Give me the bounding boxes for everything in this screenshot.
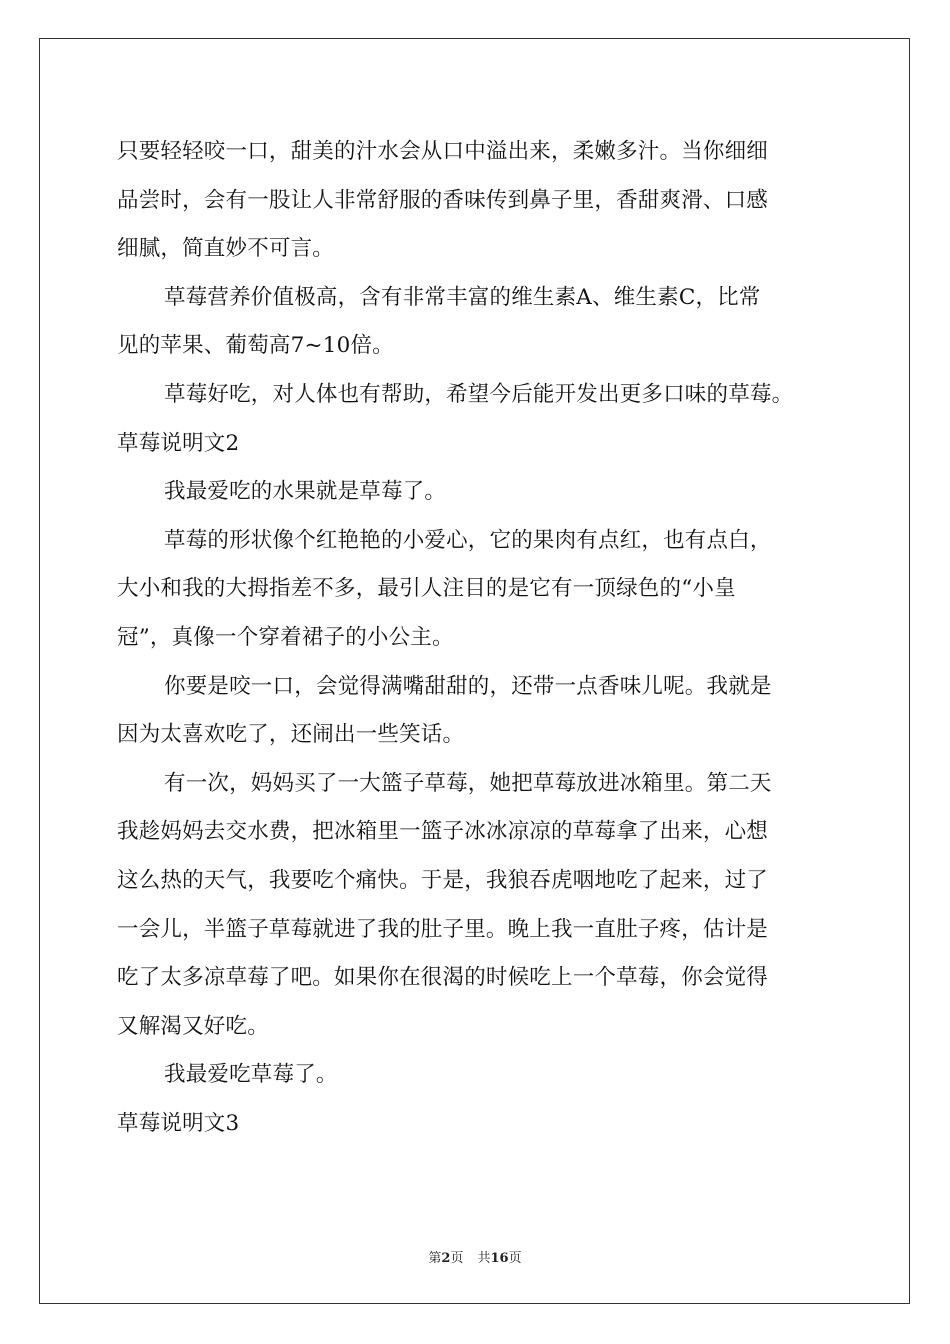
page-number-prefix: 第 xyxy=(428,1251,442,1266)
text-line: 你要是咬一口，会觉得满嘴甜甜的，还带一点香味儿呢。我就是 xyxy=(164,673,772,699)
text-line: 只要轻轻咬一口，甜美的汁水会从口中溢出来，柔嫩多汁。当你细细 xyxy=(117,139,769,164)
text-line: 吃了太多凉草莓了吧。如果你在很渴的时候吃上一个草莓，你会觉得 xyxy=(117,965,769,991)
text-line: 品尝时，会有一股让人非常舒服的香味传到鼻子里，香甜爽滑、口感 xyxy=(117,187,769,213)
text-line: 又解渴又好吃。 xyxy=(117,1013,269,1039)
text-line: 大小和我的大拇指差不多，最引人注目的是它有一顶绿色的“小皇 xyxy=(117,576,736,602)
text-line: 细腻，简直妙不可言。 xyxy=(117,236,335,262)
text-line: 草莓说明文2 xyxy=(117,430,240,456)
text-line: 草莓好吃，对人体也有帮助，希望今后能开发出更多口味的草莓。 xyxy=(164,381,794,407)
text-line: 我最爱吃草莓了。 xyxy=(164,1062,338,1088)
total-pages-suffix: 页 xyxy=(508,1251,522,1266)
total-pages-prefix: 共 xyxy=(477,1251,491,1266)
text-line: 草莓说明文3 xyxy=(117,1110,240,1136)
page-footer xyxy=(0,1247,950,1266)
text-line: 因为太喜欢吃了，还闹出一些笑话。 xyxy=(117,722,465,748)
total-page-count: 16 xyxy=(490,1251,509,1266)
text-line: 草莓营养价值极高，含有非常丰富的维生素A、维生素C，比常 xyxy=(164,284,761,310)
text-line: 冠”，真像一个穿着裙子的小公主。 xyxy=(117,624,454,650)
document-body xyxy=(117,128,837,1148)
text-line: 我趁妈妈去交水费，把冰箱里一篮子冰冰凉凉的草莓拿了出来，心想 xyxy=(117,819,769,845)
text-line: 见的苹果、葡萄高7~10倍。 xyxy=(117,333,394,359)
page-number-suffix: 页 xyxy=(450,1251,464,1266)
current-page-number: 2 xyxy=(441,1251,451,1266)
text-line: 这么热的天气，我要吃个痛快。于是，我狼吞虎咽地吃了起来，过了 xyxy=(117,867,769,893)
text-line: 我最爱吃的水果就是草莓了。 xyxy=(164,479,447,505)
text-line: 有一次，妈妈买了一大篮子草莓，她把草莓放进冰箱里。第二天 xyxy=(164,770,772,796)
text-line: 草莓的形状像个红艳艳的小爱心，它的果肉有点红，也有点白， xyxy=(164,527,772,553)
text-line: 一会儿，半篮子草莓就进了我的肚子里。晚上我一直肚子疼，估计是 xyxy=(117,916,769,942)
